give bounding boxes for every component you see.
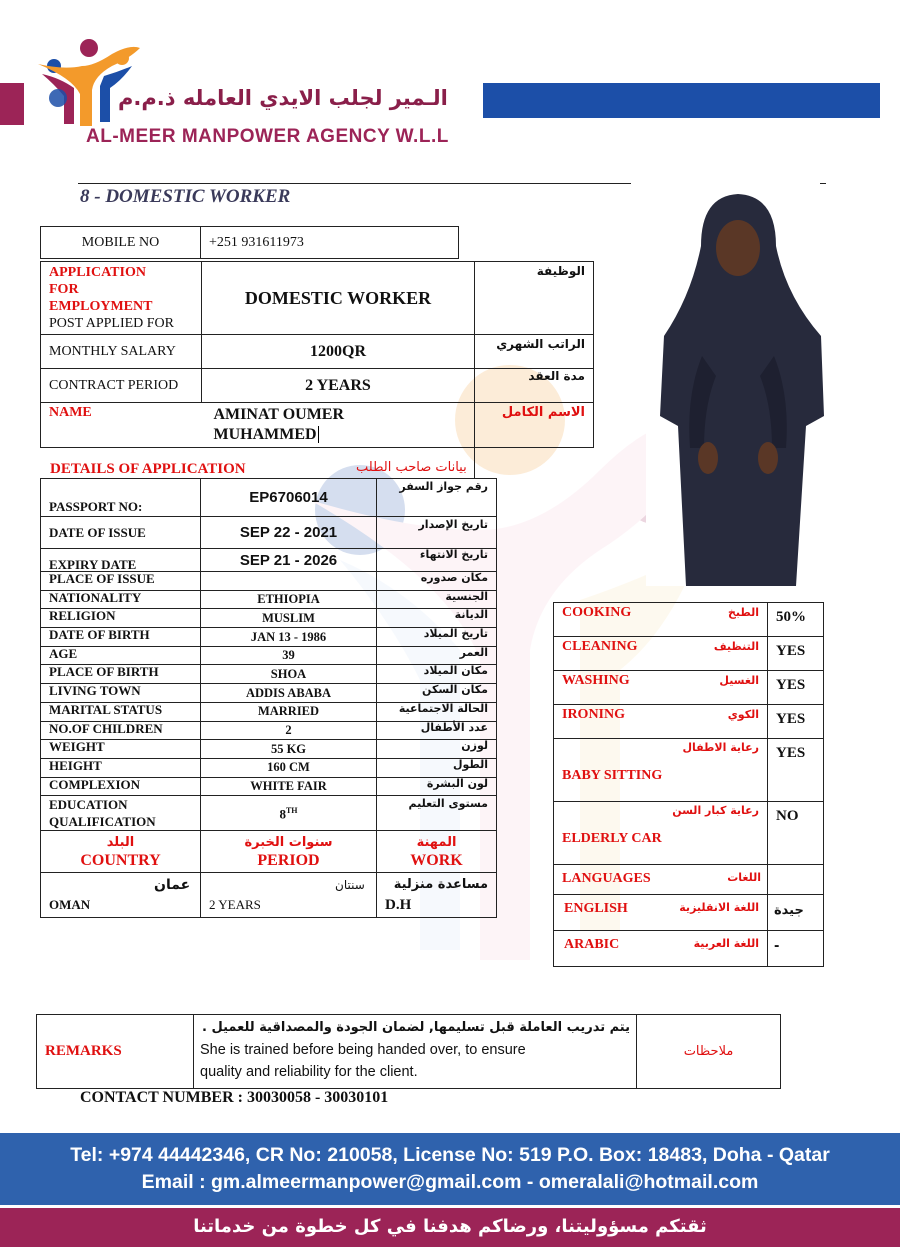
detail-label-arabic: لوزن bbox=[377, 740, 497, 759]
post-applied-value: DOMESTIC WORKER bbox=[202, 262, 475, 335]
detail-value: 160 CM bbox=[201, 758, 377, 777]
expiry-date-value: SEP 21 - 2026 bbox=[201, 549, 377, 572]
detail-value: SHOA bbox=[201, 665, 377, 684]
detail-value: ETHIOPIA bbox=[201, 590, 377, 609]
detail-row bbox=[41, 740, 497, 759]
experience-row bbox=[41, 873, 497, 918]
skill-value: YES bbox=[768, 705, 824, 739]
detail-row bbox=[41, 665, 497, 684]
salary-label: MONTHLY SALARY bbox=[41, 335, 202, 369]
detail-label: WEIGHT bbox=[41, 740, 201, 759]
experience-rows bbox=[41, 873, 497, 918]
education-value: 8TH bbox=[201, 796, 377, 831]
detail-value: 2 bbox=[201, 721, 377, 740]
detail-label-arabic: الحالة الاجتماعية bbox=[377, 702, 497, 721]
detail-label-arabic: العمر bbox=[377, 646, 497, 665]
detail-row bbox=[41, 684, 497, 703]
remarks-text-line2: quality and reliability for the client. bbox=[200, 1064, 418, 1080]
skill-row bbox=[554, 603, 824, 637]
detail-row bbox=[41, 628, 497, 647]
post-applied-label: POST APPLIED FOR bbox=[49, 316, 175, 331]
remarks-label: REMARKS bbox=[37, 1015, 194, 1089]
detail-label: PLACE OF BIRTH bbox=[41, 665, 201, 684]
language-row bbox=[554, 931, 824, 967]
skill-value: 50% bbox=[768, 603, 824, 637]
detail-label-arabic: عدد الأطفال bbox=[377, 721, 497, 740]
detail-value: 39 bbox=[201, 646, 377, 665]
title-rule-right bbox=[820, 183, 826, 184]
post-label-arabic: الوظيفة bbox=[475, 262, 594, 335]
skill-value: YES bbox=[768, 671, 824, 705]
detail-label-arabic: تاريخ الميلاد bbox=[377, 628, 497, 647]
language-row bbox=[554, 895, 824, 931]
detail-label-arabic: الطول bbox=[377, 758, 497, 777]
remarks-text-arabic: يتم تدريب العاملة قبل تسليمها, لضمان الجودة والمصداقية للعميل . bbox=[202, 1020, 630, 1035]
brand-name-english: AL-MEER MANPOWER AGENCY W.L.L bbox=[86, 126, 449, 147]
detail-row bbox=[41, 572, 497, 591]
language-level: جيدة bbox=[768, 895, 824, 931]
mobile-label: MOBILE NO bbox=[41, 227, 201, 259]
detail-row bbox=[41, 758, 497, 777]
skill-label-cell: WASHING الغسيل bbox=[554, 671, 768, 705]
details-heading-divider bbox=[474, 447, 475, 479]
title-rule bbox=[78, 183, 631, 184]
skill-rows bbox=[554, 603, 824, 865]
detail-rows bbox=[41, 572, 497, 796]
detail-value: ADDIS ABABA bbox=[201, 684, 377, 703]
salary-label-arabic: الراتب الشهري bbox=[475, 335, 594, 369]
detail-row bbox=[41, 721, 497, 740]
remarks-label-arabic: ملاحظات bbox=[637, 1015, 781, 1089]
detail-value: WHITE FAIR bbox=[201, 777, 377, 796]
education-label-cell bbox=[41, 796, 201, 831]
skill-label-cell: IRONING الكوي bbox=[554, 705, 768, 739]
experience-work: مساعدة منزلية D.H bbox=[377, 873, 497, 918]
contract-label-arabic: مدة العقد bbox=[475, 369, 594, 403]
document-title: 8 - DOMESTIC WORKER bbox=[80, 186, 291, 207]
detail-label-arabic: الديانة bbox=[377, 609, 497, 628]
skills-table bbox=[553, 602, 824, 967]
issue-date-label-arabic: تاريخ الإصدار bbox=[377, 517, 497, 549]
name-label: NAME bbox=[41, 403, 202, 448]
passport-value: EP6706014 bbox=[201, 479, 377, 517]
experience-period-header: سنوات الخبرة PERIOD bbox=[201, 831, 377, 873]
language-label-cell: ENGLISH اللغة الانقليزية bbox=[554, 895, 768, 931]
languages-label: LANGUAGES bbox=[562, 871, 651, 886]
footer-slogan: ثقتكم مسؤوليتنا، ورضاكم هدفنا في كل خطوة من خدماتنا bbox=[193, 1216, 707, 1237]
details-heading: DETAILS OF APPLICATION bbox=[50, 461, 246, 477]
passport-label: PASSPORT NO: bbox=[41, 479, 201, 517]
detail-label-arabic: الجنسية bbox=[377, 590, 497, 609]
detail-label: RELIGION bbox=[41, 609, 201, 628]
detail-label: LIVING TOWN bbox=[41, 684, 201, 703]
detail-value bbox=[201, 572, 377, 591]
mobile-table bbox=[40, 226, 459, 259]
detail-label: MARITAL STATUS bbox=[41, 702, 201, 721]
skill-label-cell: CLEANING التنظيف bbox=[554, 637, 768, 671]
languages-empty-cell bbox=[768, 865, 824, 895]
skill-value: NO bbox=[768, 802, 824, 865]
details-table bbox=[40, 478, 497, 918]
skill-row bbox=[554, 705, 824, 739]
detail-label: NO.OF CHILDREN bbox=[41, 721, 201, 740]
expiry-date-label: EXPIRY DATE bbox=[41, 549, 201, 572]
contract-value: 2 YEARS bbox=[202, 369, 475, 403]
detail-row bbox=[41, 609, 497, 628]
language-level: - bbox=[768, 931, 824, 967]
skill-row bbox=[554, 637, 824, 671]
applicant-photo bbox=[646, 186, 824, 586]
header-right-bar bbox=[483, 83, 880, 118]
detail-label: HEIGHT bbox=[41, 758, 201, 777]
expiry-date-label-arabic: تاريخ الانتهاء bbox=[377, 549, 497, 572]
detail-label-arabic: مكان صدوره bbox=[377, 572, 497, 591]
contact-number: CONTACT NUMBER : 30030058 - 30030101 bbox=[80, 1089, 389, 1106]
languages-header bbox=[554, 865, 768, 895]
education-label-line2: QUALIFICATION bbox=[49, 814, 156, 830]
name-label-arabic: الاسم الكامل bbox=[475, 403, 594, 448]
passport-label-arabic: رقم جواز السفر bbox=[377, 479, 497, 517]
detail-label: PLACE OF ISSUE bbox=[41, 572, 201, 591]
detail-value: MUSLIM bbox=[201, 609, 377, 628]
footer-contact-line1: Tel: +974 44442346, CR No: 210058, License No: 519 P.O. Box: 18483, Doha - Qatar bbox=[70, 1144, 830, 1166]
skill-row bbox=[554, 671, 824, 705]
detail-label: DATE OF BIRTH bbox=[41, 628, 201, 647]
remarks-text-line1: She is trained before being handed over, to ensure bbox=[200, 1042, 526, 1058]
brand-name-arabic: الـمير لجلب الايدي العامله ذ.م.م bbox=[118, 86, 448, 110]
application-label: APPLICATION FOR EMPLOYMENT bbox=[49, 265, 153, 314]
application-table bbox=[40, 261, 594, 448]
remarks-table bbox=[36, 1014, 781, 1089]
name-value-line2: MUHAMMED bbox=[213, 426, 317, 443]
detail-value: MARRIED bbox=[201, 702, 377, 721]
language-label-cell: ARABIC اللغة العربية bbox=[554, 931, 768, 967]
contract-label: CONTRACT PERIOD bbox=[41, 369, 202, 403]
detail-row bbox=[41, 590, 497, 609]
issue-date-value: SEP 22 - 2021 bbox=[201, 517, 377, 549]
detail-value: 55 KG bbox=[201, 740, 377, 759]
education-label-arabic: مستوى التعليم bbox=[377, 796, 497, 831]
skill-value: YES bbox=[768, 739, 824, 802]
detail-row bbox=[41, 702, 497, 721]
detail-label-arabic: مكان الميلاد bbox=[377, 665, 497, 684]
skill-label-cell: رعاية كبار السن ELDERLY CAR bbox=[554, 802, 768, 865]
issue-date-label: DATE OF ISSUE bbox=[41, 517, 201, 549]
education-label-line1: EDUCATION bbox=[49, 797, 128, 813]
header-left-bar bbox=[0, 83, 24, 125]
detail-label: COMPLEXION bbox=[41, 777, 201, 796]
name-value-cell bbox=[202, 403, 475, 448]
footer-contact-line2: Email : gm.almeermanpower@gmail.com - omeralali@hotmail.com bbox=[141, 1171, 759, 1193]
skill-value: YES bbox=[768, 637, 824, 671]
detail-label: NATIONALITY bbox=[41, 590, 201, 609]
experience-country: عمان OMAN bbox=[41, 873, 201, 918]
language-rows bbox=[554, 895, 824, 967]
detail-label-arabic: مكان السكن bbox=[377, 684, 497, 703]
skill-label-cell: رعاية الاطفال BABY SITTING bbox=[554, 739, 768, 802]
details-heading-arabic: بيانات صاحب الطلب bbox=[356, 460, 467, 475]
experience-country-header: البلد COUNTRY bbox=[41, 831, 201, 873]
experience-period: سنتان 2 YEARS bbox=[201, 873, 377, 918]
name-value-line1: AMINAT OUMER bbox=[213, 406, 345, 423]
mobile-value: +251 931611973 bbox=[201, 227, 459, 259]
experience-work-header: المهنة WORK bbox=[377, 831, 497, 873]
detail-label-arabic: لون البشرة bbox=[377, 777, 497, 796]
salary-value: 1200QR bbox=[202, 335, 475, 369]
skill-label-cell: COOKING الطبخ bbox=[554, 603, 768, 637]
languages-label-arabic: اللغات bbox=[727, 871, 761, 884]
skill-row bbox=[554, 802, 824, 865]
post-label-cell bbox=[41, 262, 202, 335]
detail-row bbox=[41, 646, 497, 665]
detail-label: AGE bbox=[41, 646, 201, 665]
skill-row bbox=[554, 739, 824, 802]
remarks-text-cell bbox=[194, 1015, 637, 1089]
detail-value: JAN 13 - 1986 bbox=[201, 628, 377, 647]
detail-row bbox=[41, 777, 497, 796]
company-logo-icon bbox=[34, 36, 144, 132]
